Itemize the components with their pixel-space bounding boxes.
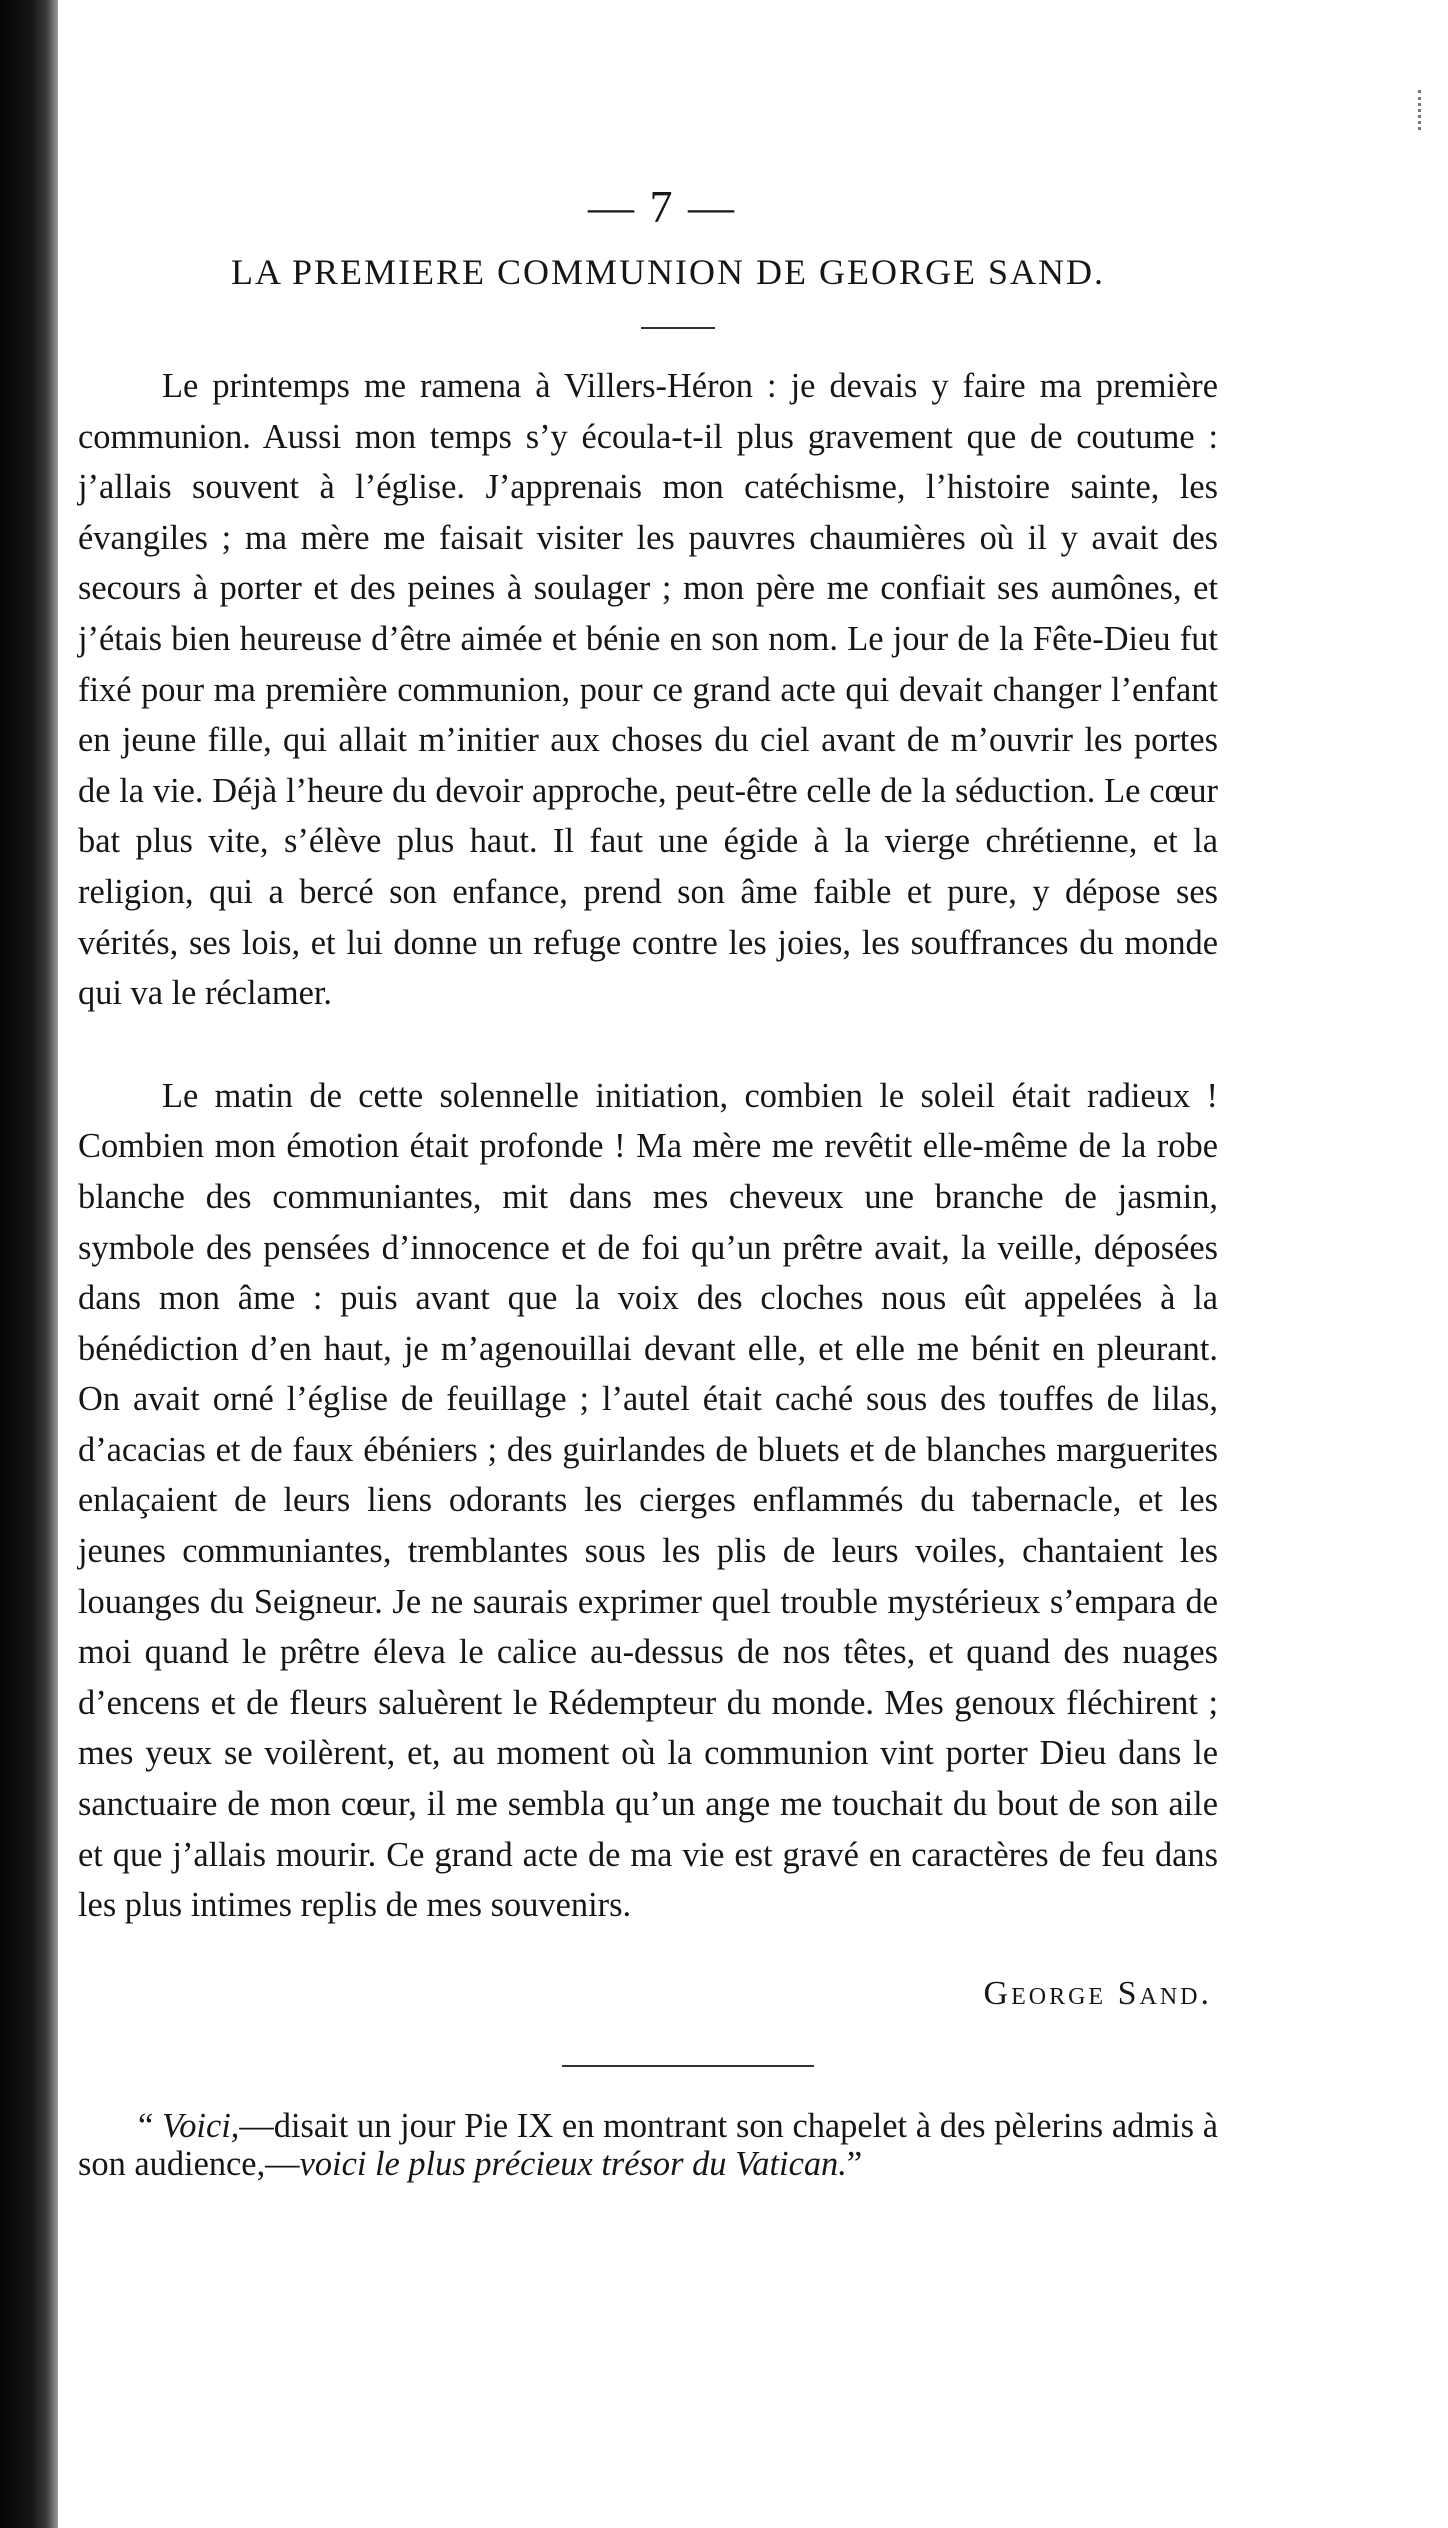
article-paragraph-2: Le matin de cette solennelle initiation, combien le soleil était radieux ! Combien mon émotion était profonde ! Ma mère me revêtit elle-même de la robe blanche des communiantes, mit dans mes cheveux une branche de jasmin, symbole des pensées d’innocence et de foi qu’un prêtre avait, la veille, déposées dans mon âme : puis avant que la voix des cloches nous eût appelées à la bénédiction d’en haut, je m’agenouillai devant elle, et elle me bénit en pleurant. On avait orné l’église de feuillage ; l’autel était caché sous des touffes de lilas, d’acacias et de faux ébéniers ; des guirlandes de bluets et de blanches marguerites enlaçaient de leurs liens odorants les cierges enflammés du tabernacle, et les jeunes communiantes, tremblantes sous les plis de leurs voiles, chantaient les louanges du Seigneur. Je ne saurais exprimer quel trouble mystérieux s’empara de moi quand le prêtre éleva le calice au-dessus de nos têtes, et quand des nuages d’encens et de fleurs saluèrent le Rédempteur du monde. Mes genoux fléchirent ; mes yeux se voilèrent, et, au moment où la communion vint porter Dieu dans le sanctuaire de mon cœur, il me sembla qu’un ange me touchait du bout de son aile et que j’allais mourir. Ce grand acte de ma vie est gravé en caractères de feu dans les plus intimes replis de mes souvenirs. (78, 1076, 1218, 1925)
book-spine-shadow (0, 0, 58, 2528)
section-divider (562, 2065, 814, 2067)
article-title: LA PREMIERE COMMUNION DE GEORGE SAND. (230, 252, 1105, 292)
page-edge-marks (1418, 90, 1424, 130)
page-number: — 7 — (588, 181, 736, 232)
quote-open-mark: “ (138, 2106, 154, 2145)
quote-middle: —disait un jour Pie IX en montrant son chapelet à des pèlerins admis à son audience,— (78, 2106, 1218, 2183)
pius-ix-quote (78, 2107, 1218, 2183)
article-paragraph-1: Le printemps me ramena à Villers-Héron : je devais y faire ma première communion. Aussi mon temps s’y écoula-t-il plus gravement que de coutume : j’allais souvent à l’église. J’apprenais mon catéchisme, l’histoire sainte, les évangiles ; ma mère me faisait visiter les pauvres chaumières où il y avait des secours à porter et des peines à soulager ; mon père me confiait ses aumônes, et j’étais bien heureuse d’être aimée et bénie en son nom. Le jour de la Fête-Dieu fut fixé pour ma première communion, pour ce grand acte qui devait changer l’enfant en jeune fille, qui allait m’initier aux choses du ciel avant de m’ouvrir les portes de la vie. Déjà l’heure du devoir approche, peut-être celle de la séduction. Le cœur bat plus vite, s’élève plus haut. Il faut une égide à la vierge chrétienne, et la religion, qui a bercé son enfance, prend son âme faible et pure, y dépose ses vérités, ses lois, et lui donne un refuge contre les joies, les souffrances du monde qui va le réclamer. (78, 367, 1218, 1013)
quote-close-mark: ” (846, 2144, 863, 2183)
title-divider (641, 327, 715, 329)
quote-italic-end: voici le plus précieux trésor du Vatican. (299, 2144, 847, 2183)
document-page (78, 180, 1218, 2183)
quote-italic-start: Voici, (162, 2106, 240, 2145)
author-signature: George Sand. (983, 1974, 1212, 2012)
